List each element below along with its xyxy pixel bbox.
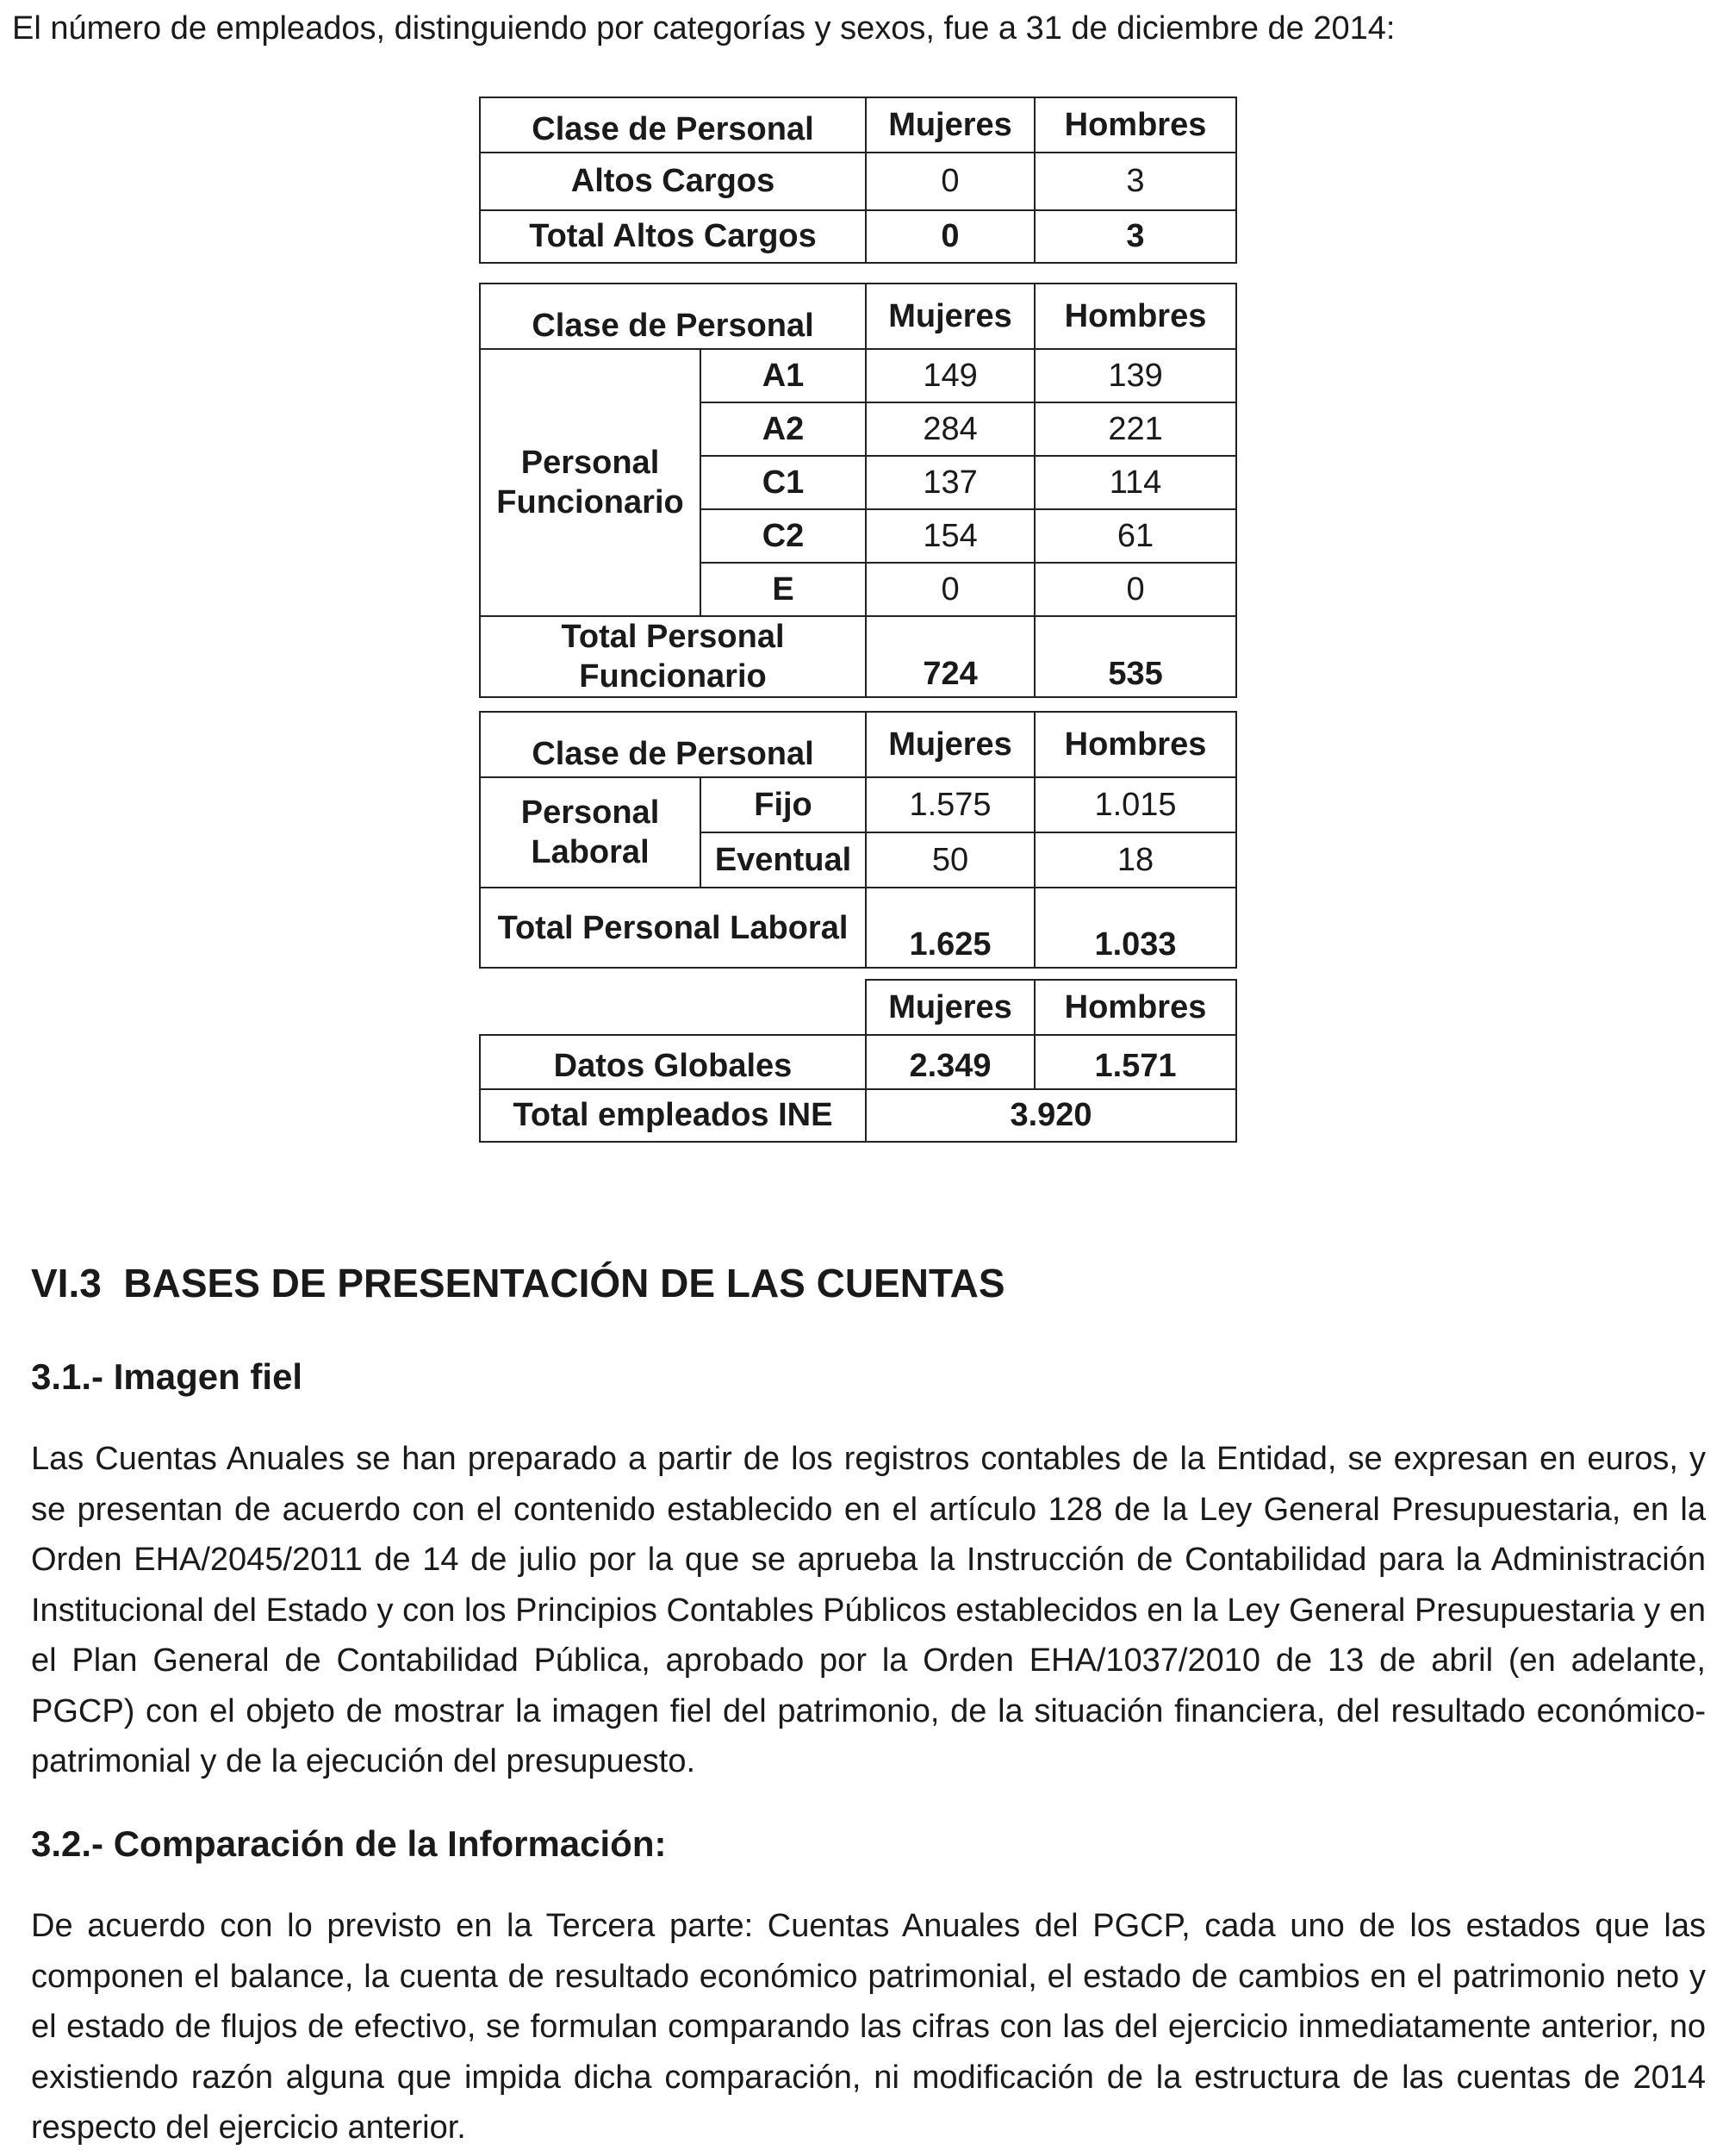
header-hombres: Hombres [1035, 97, 1236, 153]
total-hombres: 3 [1035, 210, 1236, 263]
header-hombres: Hombres [1035, 284, 1236, 349]
table-personal-laboral [479, 711, 1237, 969]
cell-mujeres: 137 [866, 456, 1035, 509]
table-datos-globales [479, 979, 1237, 1143]
cell-mujeres: 149 [866, 349, 1035, 402]
globales-mujeres: 2.349 [866, 1035, 1035, 1089]
category-label: C2 [700, 509, 866, 563]
cell-hombres: 1.015 [1035, 777, 1236, 832]
group-label: Personal Funcionario [480, 349, 700, 616]
total-empleados-value: 3.920 [866, 1089, 1236, 1142]
total-label: Total Altos Cargos [480, 210, 866, 263]
total-label: Total Personal Funcionario [480, 616, 866, 697]
table-personal-funcionario [479, 283, 1237, 698]
table-altos-cargos [479, 97, 1237, 264]
total-hombres: 1.033 [1035, 888, 1236, 968]
category-label: Eventual [700, 832, 866, 888]
category-label: C1 [700, 456, 866, 509]
paragraph-comparacion: De acuerdo con lo previsto en la Tercera parte: Cuentas Anuales del PGCP, cada uno de los estados que las componen el balance, la cuenta de resultado económico patrimonial, el estado de cambios en el patrimonio neto y el estado de flujos de efectivo, se formulan comparando las cifras con las del ejercicio inmediatamente anterior, no existiendo razón alguna que impida dicha comparación, ni modificación de la estructura de las cuentas de 2014 respecto del ejercicio anterior. [31, 1908, 1706, 2146]
header-hombres: Hombres [1035, 712, 1236, 777]
cell-mujeres: 1.575 [866, 777, 1035, 832]
row-label: Altos Cargos [480, 153, 866, 210]
cell-mujeres: 284 [866, 402, 1035, 456]
total-label: Total Personal Laboral [480, 888, 866, 968]
total-mujeres: 724 [866, 616, 1035, 697]
cell-hombres: 3 [1035, 153, 1236, 210]
total-mujeres: 0 [866, 210, 1035, 263]
group-label: Personal Laboral [480, 777, 700, 888]
paragraph-imagen-fiel: Las Cuentas Anuales se han preparado a partir de los registros contables de la Entidad, se expresan en euros, y se presentan de acuerdo con el contenido establecido en el artículo 128 de la Ley General Presupuestaria, en la Orden EHA/2045/2011 de 14 de julio por la que se aprueba la Instrucción de Contabilidad para la Administración Institucional del Estado y con los Principios Contables Públicos establecidos en la Ley General Presupuestaria y en el Plan General de Contabilidad Pública, aprobado por la Orden EHA/1037/2010 de 13 de abril (en adelante, PGCP) con el objeto de mostrar la imagen fiel del patrimonio, de la situación financiera, del resultado económico-patrimonial y de la ejecución del presupuesto. [31, 1441, 1706, 1779]
empty-cell [480, 980, 866, 1035]
cell-hombres: 114 [1035, 456, 1236, 509]
total-mujeres: 1.625 [866, 888, 1035, 968]
category-label: A1 [700, 349, 866, 402]
cell-hombres: 221 [1035, 402, 1236, 456]
category-label: E [700, 563, 866, 616]
cell-hombres: 61 [1035, 509, 1236, 563]
cell-mujeres: 0 [866, 153, 1035, 210]
header-clase: Clase de Personal [480, 712, 866, 777]
globales-label: Datos Globales [480, 1035, 866, 1089]
header-clase: Clase de Personal [480, 97, 866, 153]
subsection-title-imagen-fiel: 3.1.- Imagen fiel [31, 1356, 303, 1397]
total-empleados-label: Total empleados INE [480, 1089, 866, 1142]
intro-text: El número de empleados, distinguiendo por categorías y sexos, fue a 31 de diciembre de 2014: [12, 10, 1396, 47]
section-title: VI.3 BASES DE PRESENTACIÓN DE LAS CUENTAS [31, 1261, 1005, 1305]
cell-hombres: 18 [1035, 832, 1236, 888]
globales-hombres: 1.571 [1035, 1035, 1236, 1089]
header-mujeres: Mujeres [866, 980, 1035, 1035]
header-hombres: Hombres [1035, 980, 1236, 1035]
subsection-title-comparacion: 3.2.- Comparación de la Información: [31, 1823, 667, 1864]
category-label: A2 [700, 402, 866, 456]
header-clase: Clase de Personal [480, 284, 866, 349]
cell-mujeres: 154 [866, 509, 1035, 563]
cell-mujeres: 0 [866, 563, 1035, 616]
cell-hombres: 0 [1035, 563, 1236, 616]
cell-hombres: 139 [1035, 349, 1236, 402]
category-label: Fijo [700, 777, 866, 832]
header-mujeres: Mujeres [866, 712, 1035, 777]
header-mujeres: Mujeres [866, 284, 1035, 349]
total-hombres: 535 [1035, 616, 1236, 697]
header-mujeres: Mujeres [866, 97, 1035, 153]
cell-mujeres: 50 [866, 832, 1035, 888]
